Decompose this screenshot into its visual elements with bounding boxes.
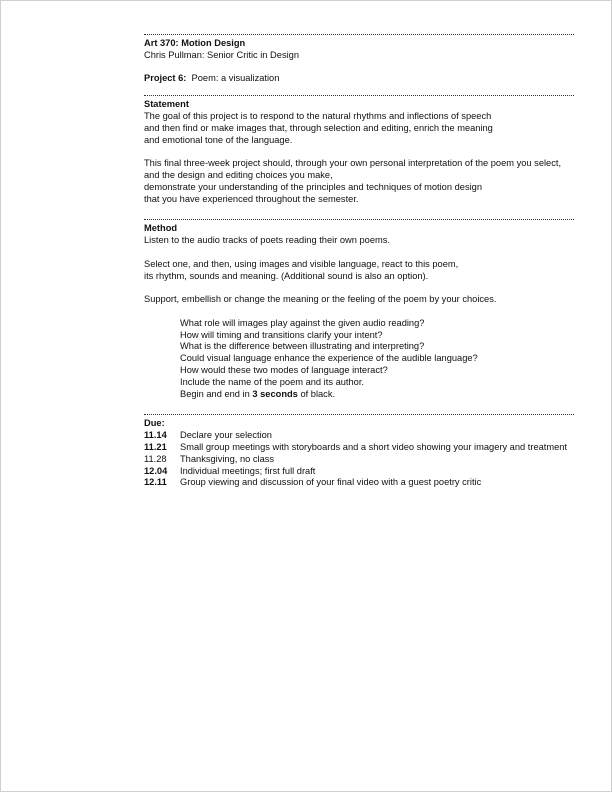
statement-heading: Statement — [144, 99, 189, 110]
due-date: 11.14 — [144, 430, 167, 441]
project-label: Project 6: — [144, 73, 187, 84]
due-text: Thanksgiving, no class — [180, 453, 275, 464]
due-item — [144, 442, 584, 454]
question-item: How would these two modes of language interact? — [180, 364, 388, 375]
due-date: 12.11 — [144, 477, 167, 488]
text-line: and the design and editing choices you make, — [144, 169, 333, 180]
due-date: 11.28 — [144, 453, 167, 464]
due-date: 12.04 — [144, 465, 168, 476]
divider — [144, 414, 574, 415]
question-list — [144, 318, 584, 401]
question-item: How will timing and transitions clarify your intent? — [180, 329, 383, 340]
text-line: and emotional tone of the language. — [144, 134, 293, 145]
due-item — [144, 430, 584, 442]
method-para-3: Support, embellish or change the meaning or the feeling of the poem by your choices. — [144, 294, 497, 305]
question-item: Could visual language enhance the experience of the audible language? — [180, 353, 478, 364]
due-date: 11.21 — [144, 441, 167, 452]
instructor: Chris Pullman: Senior Critic in Design — [144, 49, 300, 60]
text-fragment: Begin and end in — [180, 388, 253, 399]
divider — [144, 219, 574, 220]
emphasis-text: 3 seconds — [252, 388, 298, 399]
due-item — [144, 454, 584, 466]
text-line: Select one, and then, using images and visible language, react to this poem, — [144, 258, 459, 269]
due-text: Declare your selection — [180, 430, 272, 441]
course-title: Art 370: Motion Design — [144, 38, 246, 48]
statement-para-1 — [144, 111, 584, 146]
divider — [144, 95, 574, 96]
method-para-2 — [144, 259, 584, 283]
text-line: This final three-week project should, through your own personal interpretation of the poem you select, — [144, 158, 562, 169]
project-name: Poem: a visualization — [191, 73, 280, 84]
due-text: Individual meetings; first full draft — [180, 465, 316, 476]
text-line: and then find or make images that, through selection and editing, enrich the meaning — [144, 122, 493, 133]
text-line: The goal of this project is to respond to the natural rhythms and inflections of speech — [144, 110, 492, 121]
method-para-1: Listen to the audio tracks of poets reading their own poems. — [144, 235, 390, 246]
question-item: What is the difference between illustrating and interpreting? — [180, 341, 425, 352]
question-item: Include the name of the poem and its author. — [180, 376, 364, 387]
due-item — [144, 477, 584, 489]
text-line: demonstrate your understanding of the principles and techniques of motion design — [144, 181, 483, 192]
text-line: that you have experienced throughout the semester. — [144, 193, 359, 204]
project-line — [144, 73, 584, 85]
due-text: Group viewing and discussion of your final video with a guest poetry critic — [180, 477, 482, 488]
text-fragment: of black. — [297, 388, 336, 399]
divider — [144, 34, 574, 35]
due-item — [144, 466, 584, 478]
statement-para-2 — [144, 158, 584, 205]
due-heading: Due: — [144, 418, 165, 429]
due-list — [144, 430, 584, 489]
question-item: What role will images play against the given audio reading? — [180, 317, 425, 328]
text-line: its rhythm, sounds and meaning. (Additional sound is also an option). — [144, 270, 429, 281]
syllabus-document — [144, 34, 584, 489]
question-item — [180, 389, 584, 401]
method-heading: Method — [144, 223, 178, 234]
due-text: Small group meetings with storyboards and a short video showing your imagery and treatment — [180, 441, 568, 452]
